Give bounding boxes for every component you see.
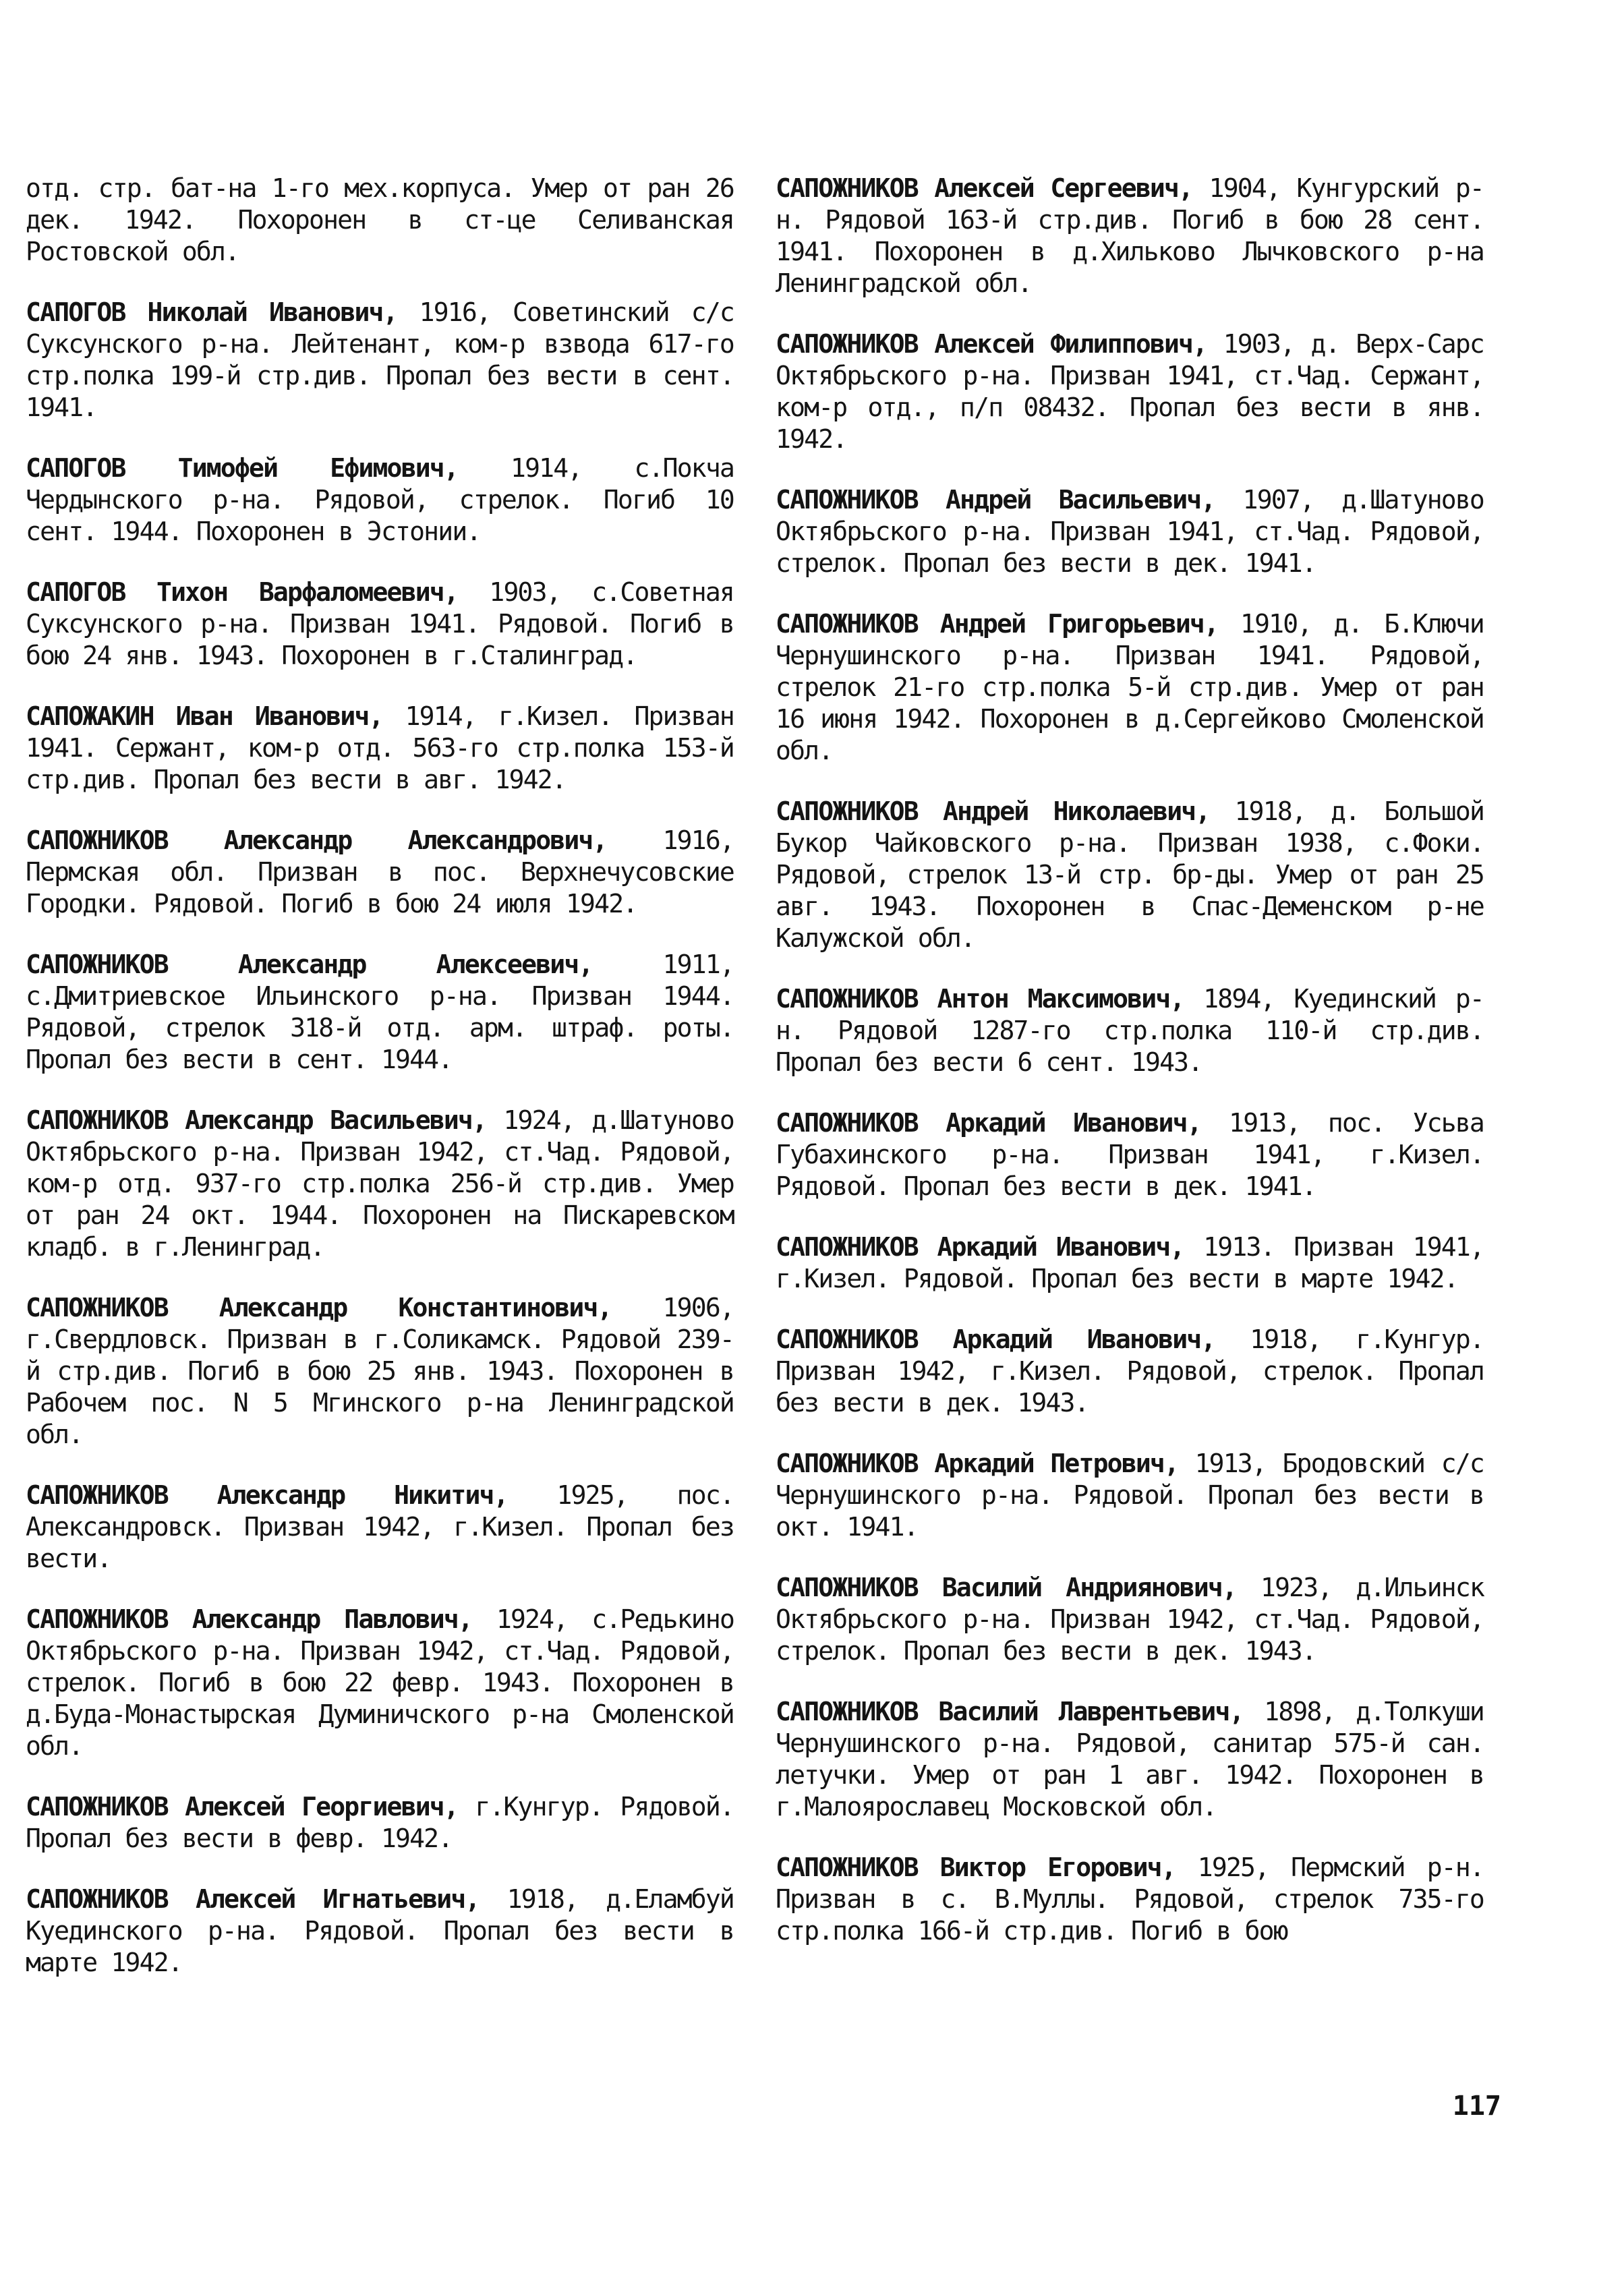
left-column: [26, 173, 734, 2008]
entry-details: 1906, г.Свердловск. Призван в г.Соликамск. Рядовой 239-й стр.див. Погиб в бою 25 янв. 1943. Похоронен в Рабочем пос. N 5 Мгинского р-на Ленинградской обл.: [26, 1293, 734, 1449]
entry-details: 1918, д.Еламбуй Куединского р-на. Рядовой. Пропал без вести в марте 1942.: [26, 1884, 734, 1977]
entry-name: САПОЖНИКОВ Алексей Георгиевич,: [26, 1792, 458, 1822]
entry: [26, 1604, 734, 1762]
entry-details: 1913, Бродовский с/с Чернушинского р-на. Рядовой. Пропал без вести в окт. 1941.: [776, 1449, 1484, 1542]
entry-name: САПОЖНИКОВ Александр Васильевич,: [26, 1105, 487, 1135]
entry: [776, 608, 1484, 767]
entry-name: САПОЖНИКОВ Аркадий Иванович,: [776, 1108, 1201, 1138]
entry: [776, 796, 1484, 954]
entry-name: САПОЖНИКОВ Василий Лаврентьевич,: [776, 1697, 1244, 1726]
entry: [26, 1105, 734, 1263]
entry-details: 1914, с.Покча Чердынского р-на. Рядовой, стрелок. Погиб 10 сент. 1944. Похоронен в Эстонии.: [26, 453, 734, 546]
entry: [776, 1852, 1484, 1947]
entry: [776, 173, 1484, 299]
entry-name: САПОЖНИКОВ Алексей Сергеевич,: [776, 173, 1193, 203]
page-number: 117: [1452, 2091, 1501, 2122]
entry: [26, 173, 734, 268]
entry-name: САПОГОВ Тимофей Ефимович,: [26, 453, 458, 483]
entry: [776, 983, 1484, 1078]
entry-name: САПОЖНИКОВ Александр Никитич,: [26, 1480, 508, 1510]
entry-details: 1911, с.Дмитриевское Ильинского р-на. Призван 1944. Рядовой, стрелок 318-й отд. арм. штраф. роты. Пропал без вести в сент. 1944.: [26, 950, 734, 1074]
entry: [26, 297, 734, 424]
entry-details: 1916, Советинский с/с Суксунского р-на. Лейтенант, ком-р взвода 617-го стр.полка 199-й стр.див. Пропал без вести в сент. 1941.: [26, 297, 734, 422]
entry-details: г.Кунгур. Рядовой. Пропал без вести в февр. 1942.: [26, 1792, 734, 1853]
entry-details: 1903, с.Советная Суксунского р-на. Призван 1941. Рядовой. Погиб в бою 24 янв. 1943. Похоронен в г.Сталинград.: [26, 577, 734, 670]
entry-name: САПОЖНИКОВ Александр Алексеевич,: [26, 950, 593, 979]
entry-details: 1918, д. Большой Букор Чайковского р-на. Призван 1938, с.Фоки. Рядовой, стрелок 13-й стр. бр-ды. Умер от ран 25 авг. 1943. Похоронен в Спас-Деменском р-не Калужской обл.: [776, 796, 1484, 953]
entry: [26, 577, 734, 672]
entry-details: 1903, д. Верх-Сарс Октябрьского р-на. Призван 1941, ст.Чад. Сержант, ком-р отд., п/п 08432. Пропал без вести в янв. 1942.: [776, 329, 1484, 454]
entry-details: 1913, пос. Усьва Губахинского р-на. Призван 1941, г.Кизел. Рядовой. Пропал без вести в дек. 1941.: [776, 1108, 1484, 1201]
entry: [26, 1292, 734, 1451]
entry: [776, 1696, 1484, 1823]
entry: [26, 1480, 734, 1575]
entry: [776, 1231, 1484, 1295]
entry-name: САПОЖНИКОВ Александр Павлович,: [26, 1604, 473, 1634]
entry-details: 1894, Куединский р-н. Рядовой 1287-го стр.полка 110-й стр.див. Пропал без вести 6 сент. 1943.: [776, 984, 1484, 1077]
entry: [26, 1791, 734, 1855]
right-column: [776, 173, 1484, 1976]
entry-name: САПОЖНИКОВ Андрей Николаевич,: [776, 796, 1210, 826]
entry: [776, 1448, 1484, 1543]
entry-details: 1925, пос. Александровск. Призван 1942, г.Кизел. Пропал без вести.: [26, 1480, 734, 1573]
entry-name: САПОЖНИКОВ Александр Константинович,: [26, 1293, 612, 1322]
entry: [776, 1572, 1484, 1667]
entry-details: 1916, Пермская обл. Призван в пос. Верхнечусовские Городки. Рядовой. Погиб в бою 24 июля 1942.: [26, 825, 734, 919]
entry-details: 1904, Кунгурский р-н. Рядовой 163-й стр.див. Погиб в бою 28 сент. 1941. Похоронен в д.Хильково Лычковского р-на Ленинградской обл.: [776, 173, 1484, 298]
entry-details: 1907, д.Шатуново Октябрьского р-на. Призван 1941, ст.Чад. Рядовой, стрелок. Пропал без вести в дек. 1941.: [776, 485, 1484, 578]
entry: [26, 453, 734, 548]
entry-name: САПОЖНИКОВ Александр Александрович,: [26, 825, 607, 855]
entry-name: САПОЖНИКОВ Аркадий Петрович,: [776, 1449, 1179, 1478]
entry-details: 1914, г.Кизел. Призван 1941. Сержант, ком-р отд. 563-го стр.полка 153-й стр.див. Пропал без вести в авг. 1942.: [26, 701, 734, 794]
entry: [26, 1884, 734, 1979]
entry: [26, 701, 734, 796]
entry-details: 1913. Призван 1941, г.Кизел. Рядовой. Пропал без вести в марте 1942.: [776, 1232, 1484, 1293]
entry-name: САПОЖНИКОВ Антон Максимович,: [776, 984, 1184, 1014]
entry-name: САПОЖНИКОВ Андрей Васильевич,: [776, 485, 1215, 515]
entry-name: САПОЖНИКОВ Андрей Григорьевич,: [776, 609, 1219, 639]
entry: [776, 484, 1484, 579]
entry-name: САПОЖНИКОВ Василий Андриянович,: [776, 1573, 1237, 1602]
entry-details: 1924, д.Шатуново Октябрьского р-на. Призван 1942, ст.Чад. Рядовой, ком-р отд. 937-го стр.полка 256-й стр.див. Умер от ран 24 окт. 1944. Похоронен на Пискаревском кладб. в г.Ленинград.: [26, 1105, 734, 1262]
entry-name: САПОЖНИКОВ Аркадий Иванович,: [776, 1324, 1215, 1354]
entry-name: САПОЖНИКОВ Аркадий Иванович,: [776, 1232, 1184, 1262]
entry-name: САПОЖАКИН Иван Иванович,: [26, 701, 383, 731]
entry-details: 1918, г.Кунгур. Призван 1942, г.Кизел. Рядовой, стрелок. Пропал без вести в дек. 1943.: [776, 1324, 1484, 1418]
entry-name: САПОЖНИКОВ Алексей Филиппович,: [776, 329, 1207, 359]
entry-details: 1924, с.Редькино Октябрьского р-на. Призван 1942, ст.Чад. Рядовой, стрелок. Погиб в бою 22 февр. 1943. Похоронен в д.Буда-Монастырская Думиничского р-на Смоленской обл.: [26, 1604, 734, 1761]
entry-details: отд. стр. бат-на 1-го мех.корпуса. Умер от ран 26 дек. 1942. Похоронен в ст-це Селиванская Ростовской обл.: [26, 173, 734, 266]
entry-details: 1898, д.Толкуши Чернушинского р-на. Рядовой, санитар 575-й сан. летучки. Умер от ран 1 авг. 1942. Похоронен в г.Малоярославец Московской обл.: [776, 1697, 1484, 1822]
entry-details: 1923, д.Ильинск Октябрьского р-на. Призван 1942, ст.Чад. Рядовой, стрелок. Пропал без вести в дек. 1943.: [776, 1573, 1484, 1666]
entry-name: САПОГОВ Николай Иванович,: [26, 297, 397, 327]
entry-details: 1910, д. Б.Ключи Чернушинского р-на. Призван 1941. Рядовой, стрелок 21-го стр.полка 5-й стр.див. Умер от ран 16 июня 1942. Похоронен в д.Сергейково Смоленской обл.: [776, 609, 1484, 765]
entry-name: САПОЖНИКОВ Виктор Егорович,: [776, 1853, 1176, 1882]
entry-details: 1925, Пермский р-н. Призван в с. В.Муллы. Рядовой, стрелок 735-го стр.полка 166-й стр.див. Погиб в бою: [776, 1853, 1484, 1946]
entry: [776, 1107, 1484, 1202]
entry: [26, 825, 734, 920]
entry-name: САПОЖНИКОВ Алексей Игнатьевич,: [26, 1884, 480, 1914]
entry-name: САПОГОВ Тихон Варфаломеевич,: [26, 577, 458, 607]
entry: [776, 328, 1484, 455]
entry: [776, 1324, 1484, 1419]
entry: [26, 949, 734, 1076]
